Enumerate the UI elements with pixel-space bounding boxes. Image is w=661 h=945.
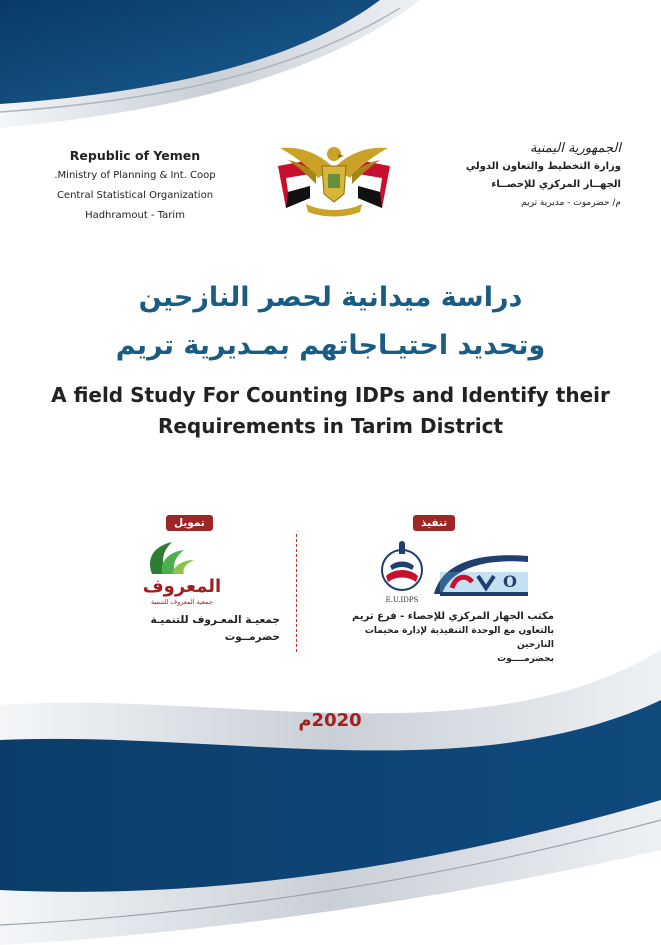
publication-year: 2020م — [298, 710, 362, 731]
header-ar-line-1: الجمهورية اليمنية — [529, 141, 621, 156]
execution-badge: تنفيذ — [413, 515, 455, 531]
header-en-line-3: Central Statistical Organization — [56, 190, 214, 201]
header-en-line-1: Republic of Yemen — [69, 148, 201, 163]
euidps-logo-icon — [376, 540, 428, 598]
maroof-logo-subtext: جمعية المعروف للتنمية — [151, 598, 213, 606]
title-english-line-2: Requirements in Tarim District — [157, 414, 504, 438]
execution-line-1: مكتب الجهاز المركزي للإحصاء - فرع تريم — [352, 611, 554, 622]
execution-line-3: بحضرمــــوت — [497, 654, 554, 664]
header-ar-line-3: الجهــاز المركزي للإحصــاء — [491, 179, 621, 190]
title-arabic-line-1: دراسة ميدانية لحصر النازحين — [138, 282, 523, 313]
title-english-line-1: A field Study For Counting IDPs and Identify their — [51, 383, 610, 407]
funding-line-2: حضرمــوت — [224, 631, 280, 643]
header-english — [40, 146, 230, 226]
yemen-eagle-emblem-icon — [272, 138, 396, 220]
header-en-line-4: Hadhramout - Tarim — [85, 210, 185, 221]
execution-organization — [330, 610, 554, 666]
funding-line-1: جمعيـة المعـروف للتنميـة — [150, 614, 280, 626]
execution-line-2: بالتعاون مع الوحدة التنفيذية لإدارة مخيمات النازحين — [364, 626, 554, 650]
funding-badge: تمويل — [166, 515, 213, 531]
header-ar-line-4: م/ حضرموت - مديرية تريم — [521, 198, 621, 208]
header-en-line-2: .Ministry of Planning & Int. Coop — [54, 170, 216, 181]
maroof-logo-text: المعروف — [142, 576, 222, 597]
euidps-label: E.U.IDPS — [385, 596, 419, 604]
header-arabic — [431, 140, 621, 212]
header-ar-line-2: وزارة التخطيط والتعاون الدولي — [465, 161, 621, 172]
title-arabic-line-2: وتحديد احتيـاجاتهم بمـديرية تريم — [115, 330, 546, 361]
section-divider — [296, 534, 297, 652]
cso-logo-letter: O — [503, 572, 517, 591]
funding-organization — [80, 612, 280, 646]
